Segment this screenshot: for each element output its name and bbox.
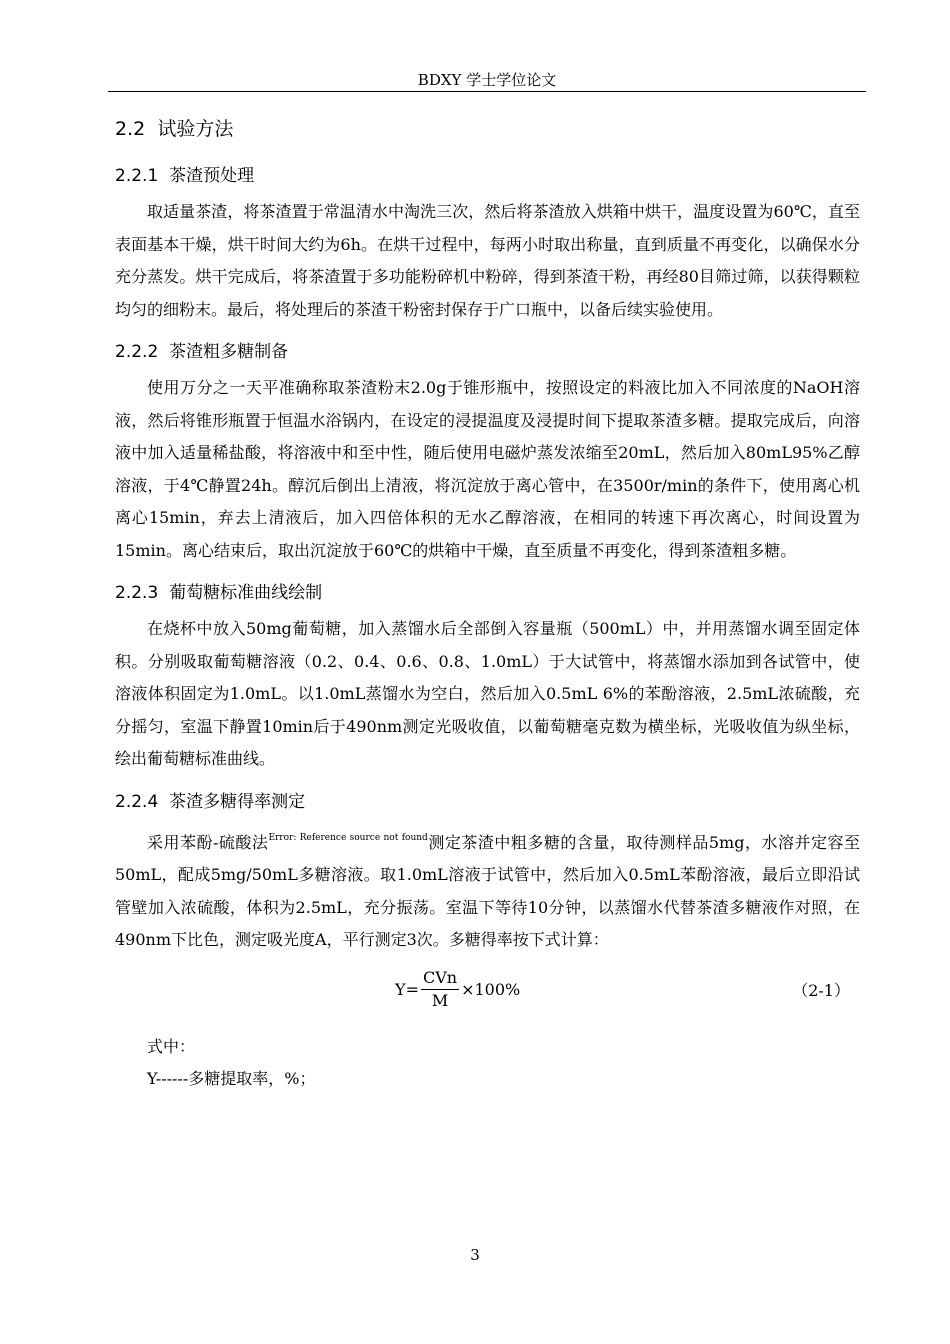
paragraph: 在烧杯中放入50mg葡萄糖，加入蒸馏水后全部倒入容量瓶（500mL）中，并用蒸馏水调至固定体积。分别吸取葡萄糖溶液（0.2、0.4、0.6、0.8、1.0mL）于大试管中，将蒸馏水添加到各试管中，使溶液体积固定为1.0mL。以1.0mL蒸馏水为空白，然后加入0.5mL 6%的苯酚溶液，2.5mL浓硫酸，充分摇匀，室温下静置10min后于490nm测定光吸收值，以葡萄糖毫克数为横坐标，光吸收值为纵坐标，绘出葡萄糖标准曲线。 bbox=[115, 619, 860, 768]
paragraph: 使用万分之一天平准确称取茶渣粉末2.0g于锥形瓶中，按照设定的料液比加入不同浓度的NaOH溶液，然后将锥形瓶置于恒温水浴锅内，在设定的浸提温度及浸提时间下提取茶渣多糖。提取完成后，向溶液中加入适量稀盐酸，将溶液中和至中性，随后使用电磁炉蒸发浓缩至20mL，然后加入80mL95%乙醇溶液，于4℃静置24h。醇沉后倒出上清液，将沉淀放于离心管中，在3500r/min的条件下，使用离心机离心15min，弃去上清液后，加入四倍体积的无水乙醇溶液，在相同的转速下再次离心，时间设置为15min。离心结束后，取出沉淀放于60℃的烘箱中干燥，直至质量不再变化，得到茶渣粗多糖。 bbox=[115, 378, 860, 560]
subsection-heading bbox=[115, 581, 860, 605]
subsection-heading bbox=[115, 340, 860, 364]
paragraph bbox=[115, 822, 860, 957]
reference-error: Error: Reference source not found bbox=[268, 832, 428, 843]
subsection-title: 茶渣预处理 bbox=[169, 166, 255, 186]
fraction bbox=[421, 967, 459, 1012]
subsection-number: 2.2.4 bbox=[115, 791, 159, 812]
section-heading bbox=[115, 116, 860, 142]
subsection-number: 2.2.3 bbox=[115, 583, 159, 603]
fraction-denominator: M bbox=[431, 990, 449, 1010]
page-number: 3 bbox=[470, 1246, 480, 1264]
header-rule bbox=[108, 91, 866, 92]
equation-number: （2-1） bbox=[792, 980, 850, 1000]
variable-definition: Y------多糖提取率，%； bbox=[147, 1068, 316, 1088]
subsection-heading bbox=[115, 790, 860, 814]
section-title: 试验方法 bbox=[157, 118, 234, 140]
subsection-title: 茶渣多糖得率测定 bbox=[169, 791, 306, 812]
section-number: 2.2 bbox=[115, 118, 146, 140]
equation-rhs: ×100% bbox=[461, 979, 521, 999]
subsection-number: 2.2.2 bbox=[115, 342, 159, 362]
paragraph: 取适量茶渣，将茶渣置于常温清水中淘洗三次，然后将茶渣放入烘箱中烘干，温度设置为60℃，直至表面基本干燥，烘干时间大约为6h。在烘干过程中，每两小时取出称量，直到质量不再变化，以确保水分充分蒸发。烘干完成后，将茶渣置于多功能粉碎机中粉碎，得到茶渣干粉，再经80目筛过筛，以获得颗粒均匀的细粉末。最后，将处理后的茶渣干粉密封保存于广口瓶中，以备后续实验使用。 bbox=[115, 202, 860, 319]
where-label: 式中： bbox=[147, 1036, 196, 1056]
paragraph-text: 采用苯酚-硫酸法 bbox=[147, 832, 269, 852]
subsection-title: 茶渣粗多糖制备 bbox=[169, 342, 289, 362]
subsection-heading bbox=[115, 164, 860, 188]
subsection-number: 2.2.1 bbox=[115, 166, 159, 186]
paragraph-text: 测定茶渣中粗多糖的含量，取待测样品5mg，水溶并定容至50mL，配成5mg/50mL多糖溶液。取1.0mL溶液于试管中，然后加入0.5mL苯酚溶液，最后立即沿试管壁加入浓硫酸，体积为2.5mL，充分振荡。室温下等待10分钟，以蒸馏水代替茶渣多糖液作对照，在490nm下比色，测定吸光度A，平行测定3次。多糖得率按下式计算： bbox=[115, 832, 860, 949]
page-content bbox=[115, 116, 860, 1095]
equation bbox=[115, 963, 860, 1025]
running-header: BDXY 学士学位论文 bbox=[417, 71, 557, 89]
fraction-numerator: CVn bbox=[421, 967, 459, 990]
equation-lhs: Y= bbox=[395, 979, 419, 999]
equation-body bbox=[395, 967, 520, 1012]
subsection-title: 葡萄糖标准曲线绘制 bbox=[169, 583, 323, 603]
